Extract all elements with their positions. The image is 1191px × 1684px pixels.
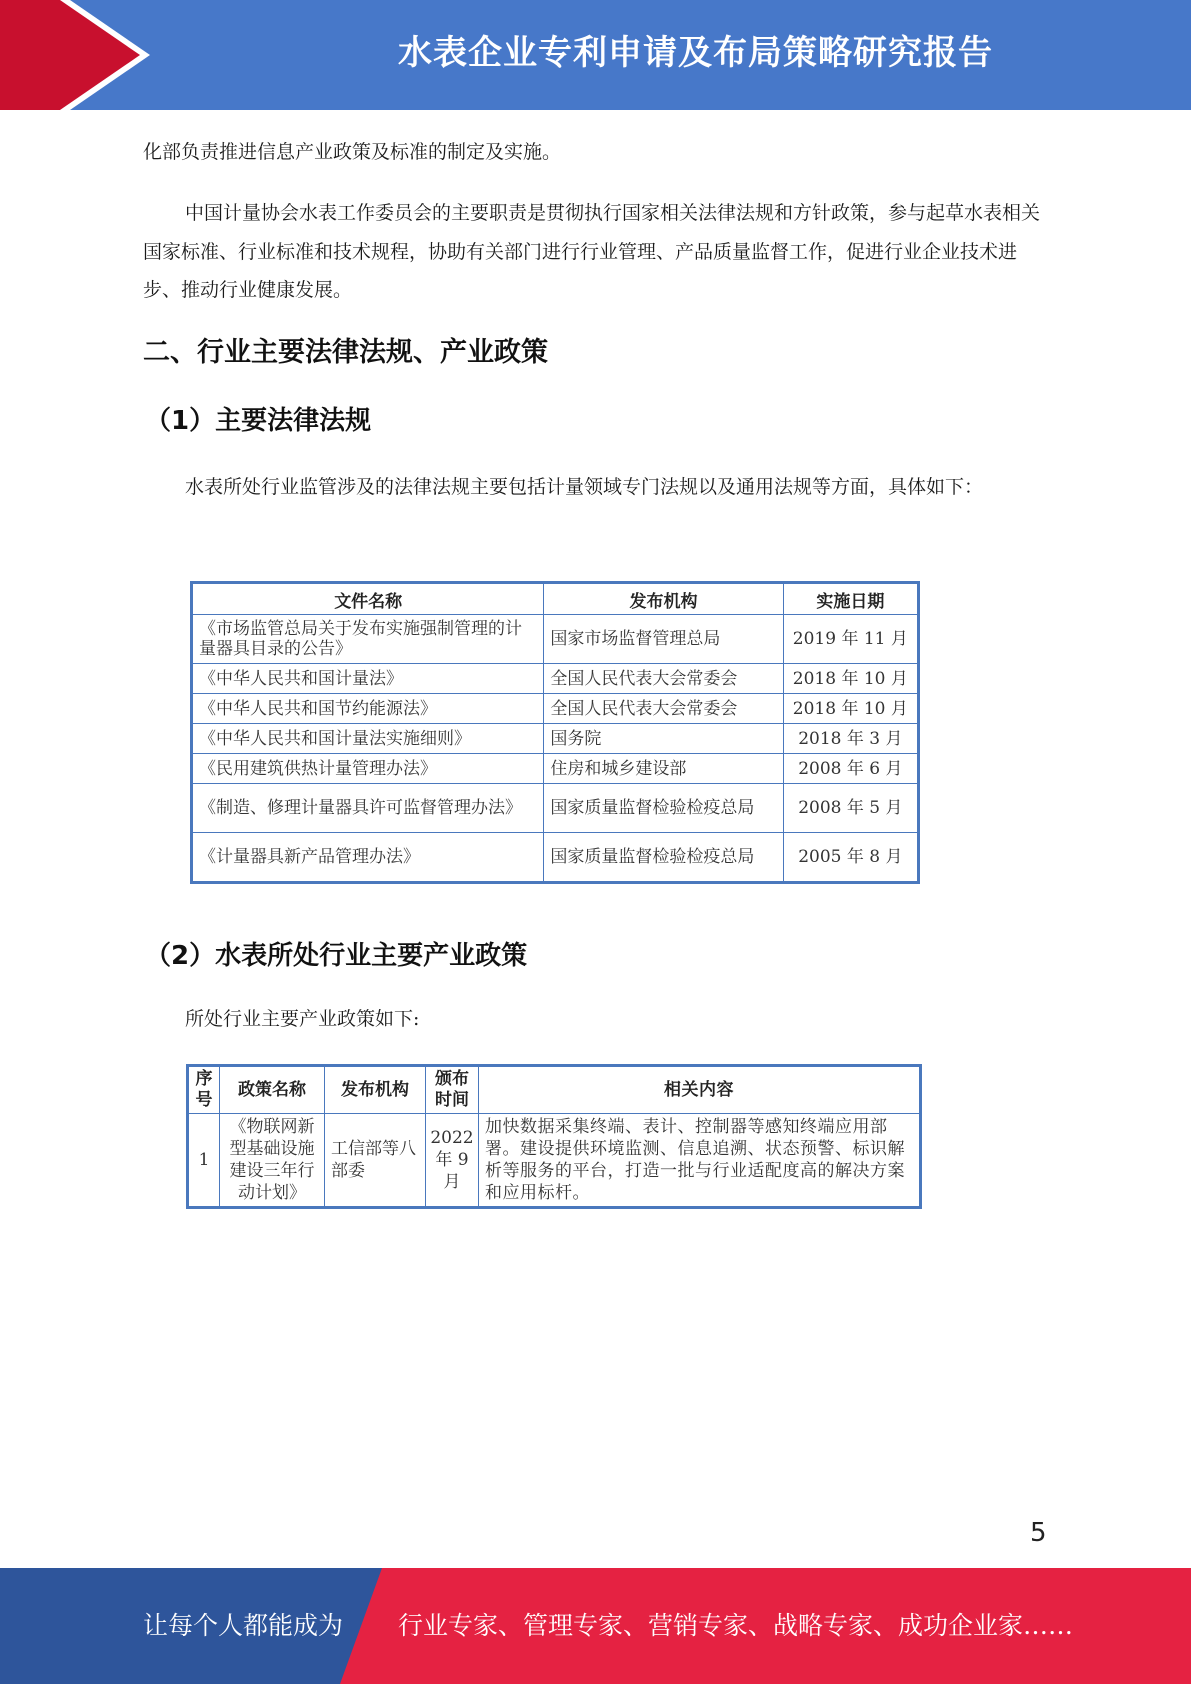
table-row bbox=[188, 1114, 921, 1208]
law-org-cell: 国家质量监督检验检疫总局 bbox=[544, 784, 783, 833]
policy-col-header-content: 相关内容 bbox=[479, 1066, 921, 1114]
law-name-cell: 《市场监管总局关于发布实施强制管理的计量器具目录的公告》 bbox=[192, 615, 544, 664]
table-row bbox=[192, 664, 919, 694]
law-name-cell: 《制造、修理计量器具许可监督管理办法》 bbox=[192, 784, 544, 833]
table-row bbox=[192, 694, 919, 724]
laws-table-header-row bbox=[192, 583, 919, 615]
table-row bbox=[192, 754, 919, 784]
law-org-cell: 国家市场监督管理总局 bbox=[544, 615, 783, 664]
laws-col-header-name: 文件名称 bbox=[192, 583, 544, 615]
law-date-cell: 2018 年 10 月 bbox=[783, 694, 918, 724]
footer-slogan-right: 行业专家、管理专家、营销专家、战略专家、成功企业家…… bbox=[398, 1611, 1074, 1640]
law-org-cell: 国务院 bbox=[544, 724, 783, 754]
paragraph-continuation: 化部负责推进信息产业政策及标准的制定及实施。 bbox=[143, 141, 562, 163]
policy-content-cell: 加快数据采集终端、表计、控制器等感知终端应用部署。建设提供环境监测、信息追溯、状态预警、标识解析等服务的平台，打造一批与行业适配度高的解决方案和应用标杆。 bbox=[479, 1114, 921, 1208]
policy-col-header-name: 政策名称 bbox=[220, 1066, 325, 1114]
law-org-cell: 国家质量监督检验检疫总局 bbox=[544, 833, 783, 883]
report-title: 水表企业专利申请及布局策略研究报告 bbox=[398, 33, 993, 73]
laws-col-header-date: 实施日期 bbox=[783, 583, 918, 615]
law-name-cell: 《计量器具新产品管理办法》 bbox=[192, 833, 544, 883]
laws-col-header-org: 发布机构 bbox=[544, 583, 783, 615]
law-name-cell: 《中华人民共和国计量法》 bbox=[192, 664, 544, 694]
policy-table bbox=[186, 1064, 922, 1209]
law-org-cell: 住房和城乡建设部 bbox=[544, 754, 783, 784]
law-date-cell: 2008 年 5 月 bbox=[783, 784, 918, 833]
policy-org-cell: 工信部等八部委 bbox=[325, 1114, 426, 1208]
table-row bbox=[192, 833, 919, 883]
page-number: 5 bbox=[1030, 1518, 1047, 1548]
law-org-cell: 全国人民代表大会常委会 bbox=[544, 664, 783, 694]
law-org-cell: 全国人民代表大会常委会 bbox=[544, 694, 783, 724]
law-date-cell: 2005 年 8 月 bbox=[783, 833, 918, 883]
section-heading: 二、行业主要法律法规、产业政策 bbox=[143, 337, 548, 368]
paragraph-water-meter-committee: 中国计量协会水表工作委员会的主要职责是贯彻执行国家相关法律法规和方针政策，参与起草水表相关国家标准、行业标准和技术规程，协助有关部门进行行业管理、产品质量监督工作，促进行业企业技术进步、推动行业健康发展。 bbox=[143, 202, 1041, 301]
page-footer bbox=[0, 1568, 1191, 1684]
header-chevron-decoration bbox=[0, 0, 150, 110]
table-row bbox=[192, 724, 919, 754]
laws-table bbox=[190, 581, 920, 884]
law-date-cell: 2018 年 10 月 bbox=[783, 664, 918, 694]
policy-no-cell: 1 bbox=[188, 1114, 220, 1208]
page-header bbox=[0, 0, 1191, 110]
law-name-cell: 《中华人民共和国计量法实施细则》 bbox=[192, 724, 544, 754]
law-date-cell: 2019 年 11 月 bbox=[783, 615, 918, 664]
policy-col-header-no: 序号 bbox=[188, 1066, 220, 1114]
subsection-heading-policies: （2）水表所处行业主要产业政策 bbox=[145, 941, 528, 971]
policy-name-cell: 《物联网新型基础设施建设三年行动计划》 bbox=[220, 1114, 325, 1208]
law-date-cell: 2018 年 3 月 bbox=[783, 724, 918, 754]
policy-col-header-org: 发布机构 bbox=[325, 1066, 426, 1114]
table-row bbox=[192, 784, 919, 833]
policy-time-cell: 2022 年 9 月 bbox=[426, 1114, 479, 1208]
law-date-cell: 2008 年 6 月 bbox=[783, 754, 918, 784]
policy-table-header-row bbox=[188, 1066, 921, 1114]
law-name-cell: 《中华人民共和国节约能源法》 bbox=[192, 694, 544, 724]
footer-slogan-left: 让每个人都能成为 bbox=[143, 1611, 344, 1640]
paragraph-policies-intro: 所处行业主要产业政策如下: bbox=[185, 1008, 420, 1030]
policy-col-header-time: 颁布时间 bbox=[426, 1066, 479, 1114]
subsection-heading-laws: （1）主要法律法规 bbox=[145, 406, 372, 436]
law-name-cell: 《民用建筑供热计量管理办法》 bbox=[192, 754, 544, 784]
paragraph-laws-intro: 水表所处行业监管涉及的法律法规主要包括计量领域专门法规以及通用法规等方面，具体如下： bbox=[185, 476, 984, 498]
table-row bbox=[192, 615, 919, 664]
